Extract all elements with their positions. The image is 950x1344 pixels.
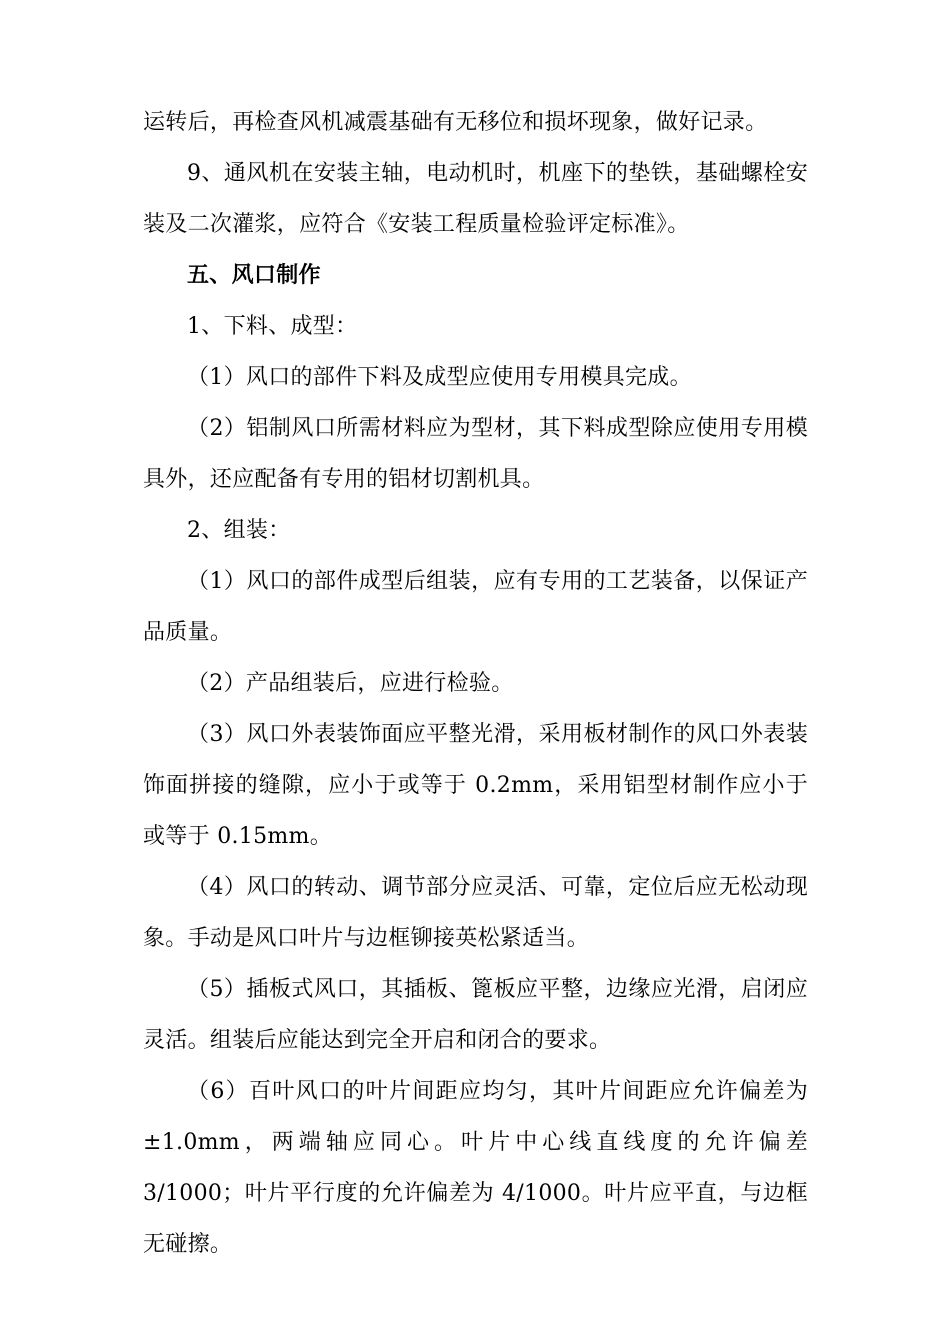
section-heading-5: 五、风口制作 [187, 262, 321, 288]
paragraph-cutting-1: （1）风口的部件下料及成型应使用专用模具完成。 [187, 365, 692, 390]
paragraph-assembly-5: （5）插板式风口，其插板、篦板应平整，边缘应光滑，启闭应灵活。组装后应能达到完全开启和闭合的要求。 [143, 977, 808, 1053]
paragraph-assembly-6: （6）百叶风口的叶片间距应均匀，其叶片间距应允许偏差为±1.0mm，两端轴应同心。叶片中心线直线度的允许偏差 3/1000；叶片平行度的允许偏差为 4/1000。叶片应平直，与边框无碰擦。 [143, 1079, 808, 1257]
paragraph-item-9: 9、通风机在安装主轴，电动机时，机座下的垫铁，基础螺栓安装及二次灌浆，应符合《安装工程质量检验评定标准》。 [143, 161, 808, 237]
subsection-assembly: 2、组装： [187, 518, 291, 543]
document-body [143, 97, 808, 1270]
paragraph-assembly-1: （1）风口的部件成型后组装，应有专用的工艺装备，以保证产品质量。 [143, 569, 808, 645]
paragraph-assembly-4: （4）风口的转动、调节部分应灵活、可靠，定位后应无松动现象。手动是风口叶片与边框铆接英松紧适当。 [143, 875, 808, 951]
paragraph-assembly-3: （3）风口外表装饰面应平整光滑，采用板材制作的风口外表装饰面拼接的缝隙，应小于或等于 0.2mm，采用铝型材制作应小于或等于 0.15mm。 [143, 722, 808, 849]
paragraph-assembly-2: （2）产品组装后，应进行检验。 [187, 671, 514, 696]
paragraph-continuation: 运转后，再检查风机减震基础有无移位和损坏现象，做好记录。 [143, 110, 768, 135]
subsection-cutting-forming: 1、下料、成型： [187, 314, 358, 339]
paragraph-cutting-2: （2）铝制风口所需材料应为型材，其下料成型除应使用专用模具外，还应配备有专用的铝材切割机具。 [143, 416, 808, 492]
